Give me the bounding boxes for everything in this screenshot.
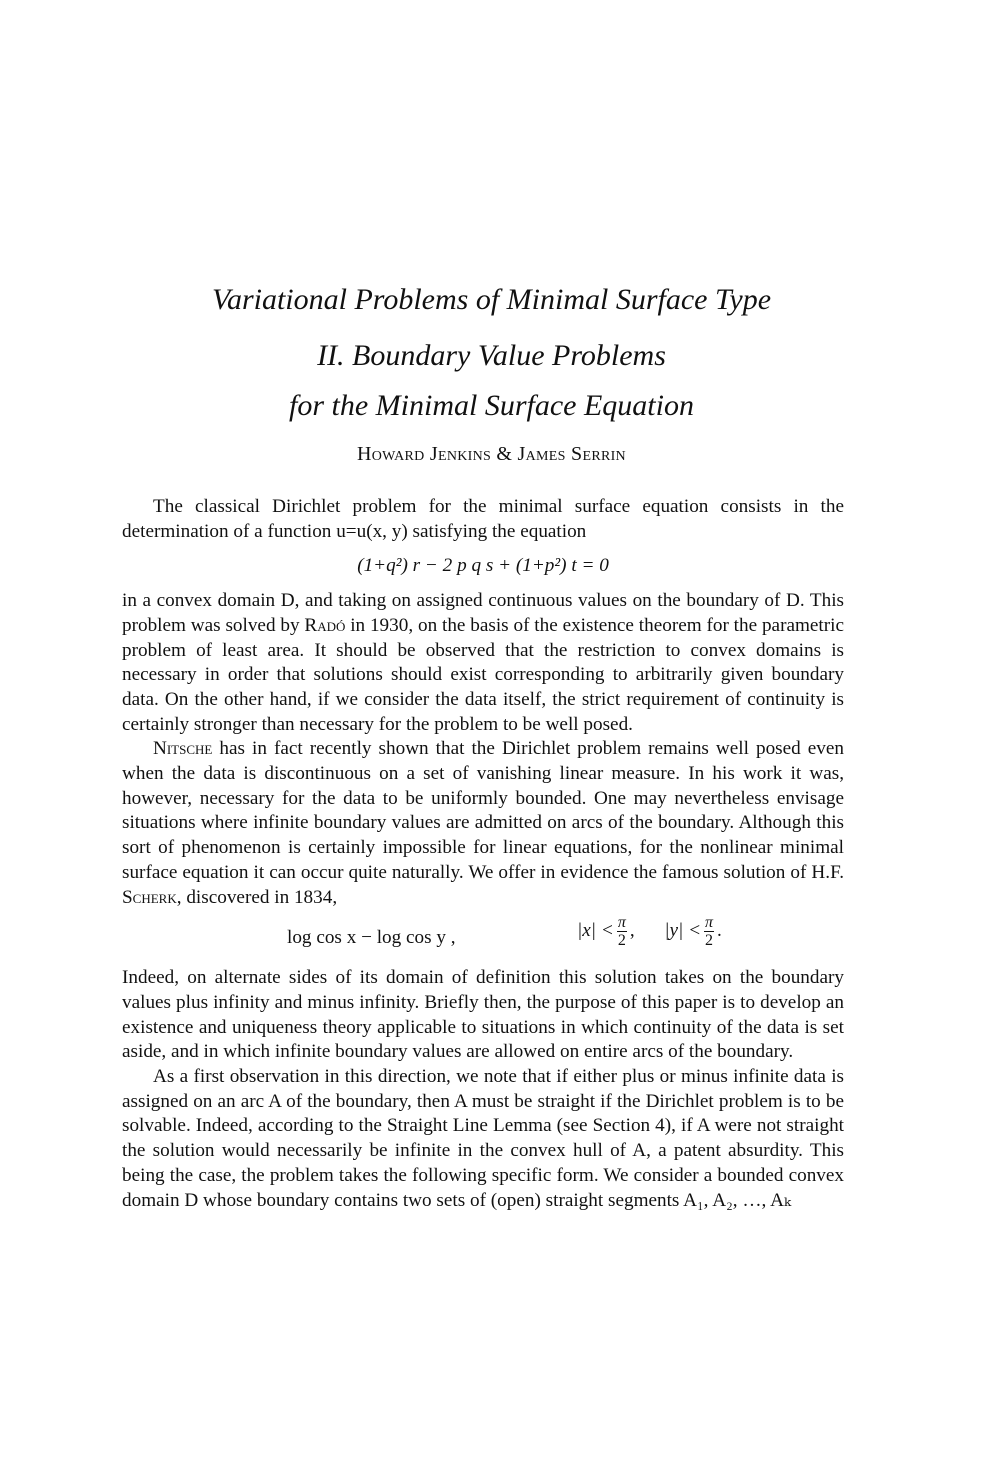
paragraph-5: As a first observation in this direction, we note that if either plus or minus infinite data is assigned on an arc A of the boundary, then A must be straight if the Dirichlet problem is to be solvable. Indeed, according to the Straight Line Lemma (see Section 4), if A were not straight the solution would necessarily be infinite in the convex hull of A, a patent absurdity. This being the case, the problem takes the following specific form. We consider a bounded convex domain D whose boundary contains two sets of (open) straight segments A₁, A₂, …, Aₖ <box>122 1066 844 1211</box>
paragraph-2-text-b: in 1930, on the basis of the existence theorem for the parametric problem of least area. It should be observed that the restriction to convex domains is necessary in order that solutions should exist corresponding to arbitrarily given boundary data. On the other hand, if we consider the data itself, the strict requirement of continuity is certainly stronger than necessary for the problem to be well posed. <box>122 614 844 735</box>
separator-comma: , <box>629 920 635 942</box>
fraction-numerator: π <box>617 914 626 932</box>
paper-subtitle-line1: II. Boundary Value Problems <box>317 339 666 372</box>
fraction-denominator: 2 <box>617 932 626 950</box>
paragraph-2 <box>122 589 844 737</box>
y-bound: |y| < <box>664 920 702 942</box>
equation-minimal-surface: (1+q²) r − 2 p q s + (1+p²) t = 0 <box>357 555 609 577</box>
fraction-numerator: π <box>705 914 714 932</box>
fraction-pi-over-2-x <box>617 914 627 949</box>
paragraph-3-text-b: , discovered in 1834, <box>176 886 338 908</box>
fraction-denominator: 2 <box>705 932 714 950</box>
equation-scherk-expression: log cos x − log cos y , <box>287 927 456 949</box>
author-name-scherk: Scherk <box>122 886 177 908</box>
paragraph-2-text-a: in a convex domain D, and taking on assigned continuous values on the boundary of D. This problem was solved by <box>122 590 844 636</box>
paragraph-4: Indeed, on alternate sides of its domain of definition this solution takes on the boundary values plus infinity and minus infinity. Briefly then, the purpose of this paper is to develop an existence and uniqueness theory applicable to situations in which continuity of the data is set aside, and in which infinite boundary values are allowed on entire arcs of the boundary. <box>122 967 844 1063</box>
equation-scherk <box>122 914 844 962</box>
author-name-rado: Radó <box>304 614 346 636</box>
author-name-nitsche: Nitsche <box>153 738 213 760</box>
equation-scherk-domain <box>577 914 722 949</box>
fraction-pi-over-2-y <box>704 914 714 949</box>
author-line: Howard Jenkins & James Serrin <box>357 443 626 465</box>
paper-title: Variational Problems of Minimal Surface Type <box>211 283 772 316</box>
x-bound: |x| < <box>577 920 614 942</box>
terminal-period: . <box>717 920 722 942</box>
paragraph-3 <box>122 737 844 910</box>
paper-subtitle-line2: for the Minimal Surface Equation <box>289 389 694 422</box>
body-text <box>122 495 844 1213</box>
paragraph-3-text-a: has in fact recently shown that the Dirichlet problem remains well posed even when the data is discontinuous on a set of vanishing linear measure. In his work it was, however, necessary for the data to be uniformly bounded. One may nevertheless envisage situations where infinite boundary values are admitted on arcs of the boundary. Although this sort of phenomenon is certainly impossible for linear equations, for the nonlinear minimal surface equation it can occur quite naturally. We offer in evidence the famous solution of H.F. <box>122 738 844 883</box>
paragraph-1: The classical Dirichlet problem for the minimal surface equation consists in the determination of a function u=u(x, y) satisfying the equation <box>122 496 844 542</box>
